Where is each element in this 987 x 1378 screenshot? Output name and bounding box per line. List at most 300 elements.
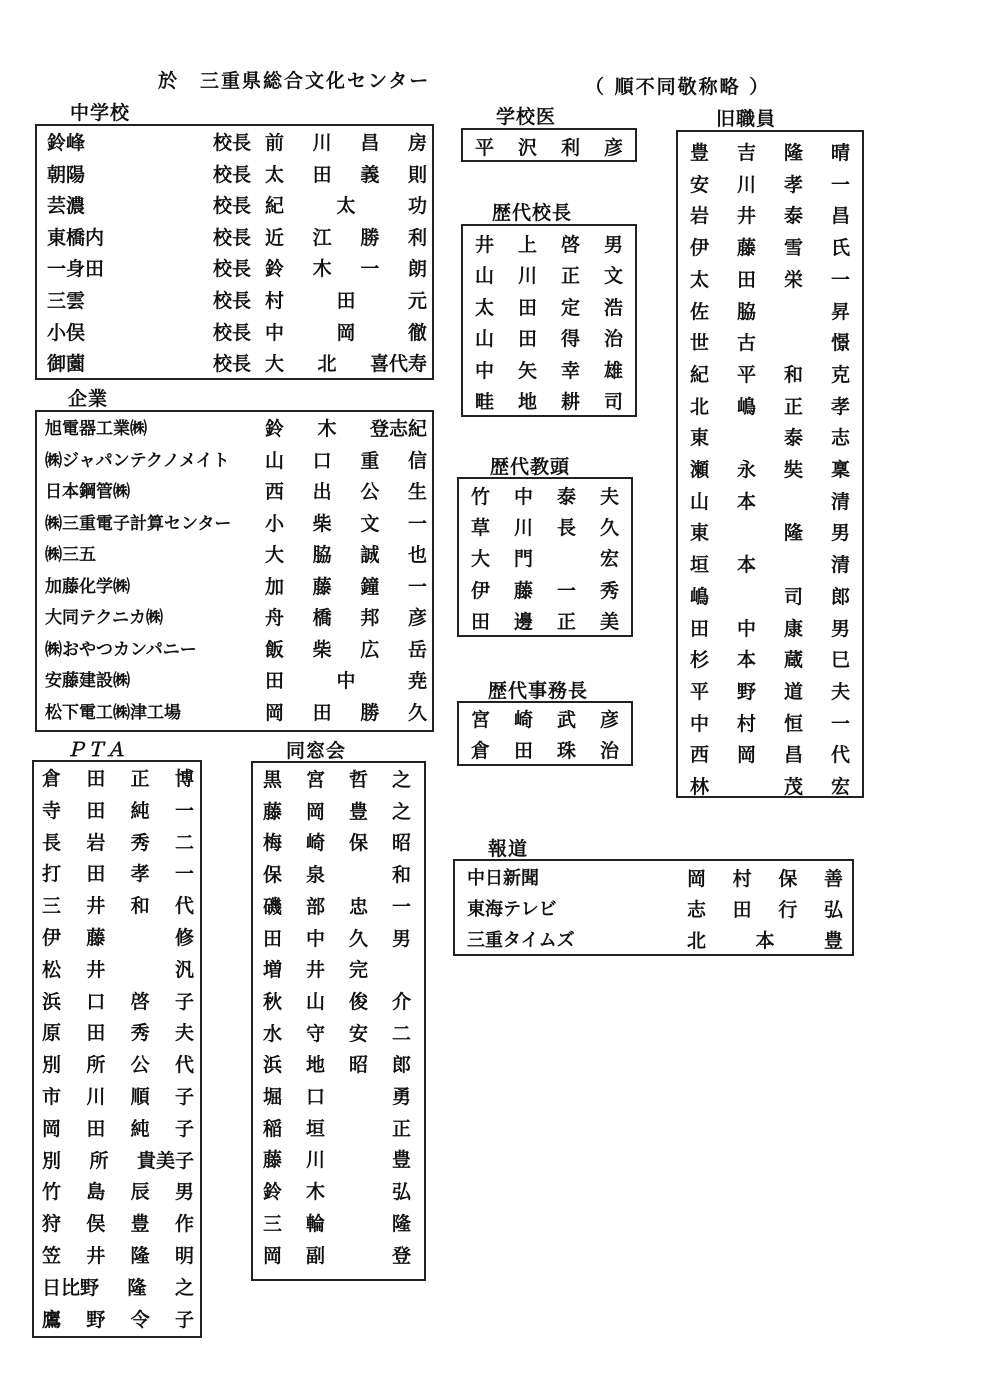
pta-name	[42, 1082, 194, 1109]
name-char: 副	[305, 1244, 325, 1267]
name-char: 田	[736, 268, 756, 291]
name-char: 秀	[599, 579, 619, 602]
name-char: 汎	[174, 958, 194, 981]
pta-name	[42, 1114, 194, 1141]
name-char: 宮	[305, 769, 325, 791]
name-char: 和	[783, 363, 803, 386]
kigyo-table	[35, 410, 434, 732]
name-char: 久	[599, 517, 619, 540]
name-char: 三	[42, 895, 62, 918]
name-char: 鈴	[263, 1181, 283, 1204]
kyushokuin-name	[690, 328, 850, 355]
name-char: 俣	[86, 1213, 106, 1236]
kyushokuin-heading: 旧職員	[716, 108, 777, 130]
name-char: 一	[174, 863, 194, 886]
school-name: 朝陽	[47, 163, 86, 186]
name-char: 崎	[513, 709, 533, 731]
name-char: 修	[174, 927, 194, 949]
name-char: 岡	[263, 1244, 283, 1267]
name-char: 草	[471, 517, 491, 540]
name-char: 古	[736, 332, 756, 355]
name-char: 山	[475, 328, 495, 351]
dosokai-name	[263, 1082, 411, 1109]
role-label: 校長	[213, 195, 252, 218]
name-char	[784, 297, 803, 324]
kyushokuin-name	[690, 709, 850, 736]
kocho-name	[475, 387, 623, 414]
company-name: ㈱ジャパンテクノメイト	[45, 450, 230, 471]
principal-name: 近 江 勝 利	[265, 226, 427, 249]
principal-name: 紀 太 功	[265, 195, 427, 218]
name-char: 川	[513, 517, 533, 540]
pta-name	[42, 764, 194, 791]
name-char: 日比野	[42, 1276, 100, 1299]
dosokai-heading: 同窓会	[286, 740, 347, 762]
name-char: 一	[174, 799, 194, 822]
name-char: 佐	[690, 300, 710, 323]
name-char	[737, 423, 756, 450]
contact-name: 飯 柴 広 岳	[265, 638, 427, 661]
name-char: 子	[174, 990, 194, 1013]
name-char: 嶋	[736, 395, 756, 418]
kocho-name	[475, 261, 623, 288]
name-char: 田	[690, 617, 710, 640]
name-char: 上	[517, 234, 537, 256]
contact-name: 小 柴 文 一	[265, 512, 427, 535]
name-char	[737, 772, 756, 799]
role-label: 校長	[213, 163, 252, 186]
name-char: 夫	[599, 486, 619, 508]
name-char: 治	[599, 740, 619, 762]
name-char: 得	[560, 328, 580, 351]
pta-name	[42, 1209, 194, 1236]
dosokai-name	[263, 1177, 411, 1204]
name-char: 村	[736, 712, 756, 735]
name-char: 打	[42, 863, 62, 886]
role-label: 校長	[213, 226, 252, 249]
name-char	[557, 544, 576, 571]
name-char: 田	[517, 328, 537, 351]
name-char: 堀	[263, 1086, 283, 1108]
name-char: 憬	[830, 332, 850, 355]
name-char: 代	[174, 1054, 194, 1077]
name-char: 吉	[736, 142, 756, 164]
pta-name	[42, 1305, 194, 1332]
name-char: 男	[830, 522, 850, 545]
name-char: 部	[305, 895, 325, 918]
name-char: 隆	[783, 142, 803, 164]
name-char: 宏	[830, 776, 850, 798]
name-char: 文	[603, 265, 623, 288]
name-char: 増	[263, 959, 283, 982]
name-char	[737, 518, 756, 545]
name-char: 大	[471, 548, 491, 571]
kyushokuin-name	[690, 170, 850, 197]
name-char: 男	[830, 617, 850, 640]
press-company: 三重タイムズ	[467, 930, 575, 951]
rekidai-jimucho-heading: 歴代事務長	[488, 680, 589, 702]
press-name: 岡 村 保 善	[687, 868, 843, 890]
press-company: 東海テレビ	[467, 899, 557, 920]
name-char: 岩	[86, 831, 106, 854]
name-char: 正	[556, 610, 576, 633]
name-char: 珠	[556, 740, 576, 762]
name-char: 市	[42, 1086, 62, 1108]
name-char: 東	[690, 522, 710, 545]
name-char: 口	[305, 1086, 325, 1108]
name-char: 隆	[130, 1245, 150, 1267]
name-char: 邊	[513, 610, 533, 633]
name-char: 博	[174, 768, 194, 790]
name-char: 崎	[305, 832, 325, 855]
venue-text: 於 三重県総合文化センター	[158, 70, 431, 92]
kigyo-heading: 企業	[68, 388, 109, 410]
name-char: 地	[517, 391, 537, 413]
school-name: 芸濃	[47, 195, 86, 218]
name-char: 紀	[690, 363, 710, 386]
name-char: 明	[174, 1245, 194, 1267]
dosokai-name	[263, 1114, 411, 1141]
name-char: 藤	[736, 237, 756, 260]
name-char: 井	[475, 234, 495, 256]
pta-name	[42, 1146, 194, 1173]
pta-name	[42, 1177, 194, 1204]
name-char: 竹	[42, 1181, 62, 1204]
name-char: 二	[391, 1022, 411, 1045]
name-char: 西	[690, 744, 710, 767]
contact-name: 岡 田 勝 久	[265, 701, 427, 724]
name-char: 狩	[42, 1213, 62, 1236]
kyoto-name	[471, 607, 619, 634]
rekidai-kocho-heading: 歴代校長	[492, 202, 573, 224]
name-char: 中	[305, 927, 325, 950]
name-char: 巳	[830, 649, 850, 672]
name-char: 哲	[348, 769, 368, 791]
name-char: 武	[556, 709, 576, 731]
name-char: 郎	[830, 585, 850, 608]
press-name: 志 田 行 弘	[687, 899, 843, 921]
kyushokuin-name	[690, 772, 850, 799]
name-char: 世	[690, 332, 710, 355]
name-char: 子	[174, 1308, 194, 1331]
name-char: 子	[174, 1117, 194, 1140]
principal-name: 大 北 喜代寿	[265, 353, 427, 376]
name-char: 田	[517, 296, 537, 319]
name-char: 清	[830, 554, 850, 577]
company-name: ㈱おやつカンパニー	[45, 639, 197, 660]
name-char: 夫	[830, 680, 850, 703]
company-name: 安藤建設㈱	[45, 671, 130, 691]
kyoto-name	[471, 513, 619, 540]
name-char: 田	[86, 863, 106, 886]
name-char: 井	[86, 958, 106, 981]
role-label: 校長	[213, 353, 252, 376]
pta-name	[42, 828, 194, 855]
name-char: 竹	[471, 486, 491, 508]
kyushokuin-name	[690, 201, 850, 228]
name-char: 木	[305, 1181, 325, 1204]
name-char: 田	[471, 610, 491, 633]
kyushokuin-name	[690, 677, 850, 704]
name-char: 昇	[830, 300, 850, 323]
name-char: 代	[174, 895, 194, 918]
jimucho-name	[471, 705, 619, 732]
name-char: 所	[89, 1149, 109, 1172]
name-char: 豊	[690, 142, 710, 164]
name-char	[392, 955, 411, 982]
name-char: 幸	[560, 359, 580, 382]
name-char: 長	[42, 831, 62, 854]
name-char: 脇	[736, 300, 756, 323]
name-char: 耕	[560, 391, 580, 413]
name-char: 公	[130, 1054, 150, 1077]
name-char: 秀	[130, 831, 150, 854]
gakkoi-name	[475, 133, 623, 160]
school-name: 一身田	[47, 258, 105, 281]
principal-name: 村 田 元	[265, 290, 427, 312]
name-char: 正	[130, 768, 150, 790]
name-char: 昭	[391, 832, 411, 855]
chugakko-heading: 中学校	[70, 102, 131, 124]
name-char: 一	[391, 895, 411, 918]
name-char: 門	[513, 548, 533, 571]
name-char: 秋	[263, 990, 283, 1013]
press-name: 北 本 豊	[687, 930, 843, 952]
name-char: 秀	[130, 1022, 150, 1045]
kyushokuin-name	[690, 138, 850, 165]
kyushokuin-name	[690, 392, 850, 419]
kyoto-name	[471, 482, 619, 509]
kocho-name	[475, 293, 623, 320]
name-char: 氏	[830, 237, 850, 260]
name-char: 勇	[391, 1086, 411, 1108]
name-char: 中	[475, 359, 495, 382]
name-char	[349, 1241, 368, 1268]
name-char: 泰	[783, 427, 803, 450]
name-char: 安	[348, 1022, 368, 1045]
company-name: ㈱三五	[45, 545, 96, 565]
name-char: 田	[263, 927, 283, 950]
name-char: 梅	[263, 832, 283, 855]
pta-heading: ＰＴＡ	[66, 739, 127, 761]
name-char: 男	[391, 927, 411, 950]
name-char: 岡	[736, 744, 756, 767]
name-char: 井	[86, 895, 106, 918]
school-name: 小俣	[47, 321, 86, 344]
name-char: 地	[305, 1054, 325, 1077]
dosokai-name	[263, 892, 411, 919]
name-char: 豊	[348, 800, 368, 823]
gakkoi-heading: 学校医	[496, 106, 557, 128]
company-name: ㈱三重電子計算センター	[45, 513, 232, 534]
name-char: 浩	[603, 296, 623, 319]
name-char: 畦	[475, 391, 495, 413]
pta-table	[32, 760, 202, 1338]
name-char: 倉	[471, 740, 491, 762]
name-char: 作	[174, 1213, 194, 1236]
name-char: 彦	[599, 709, 619, 731]
name-char: 中	[513, 486, 533, 508]
kyushokuin-name	[690, 645, 850, 672]
name-char	[349, 1209, 368, 1236]
name-char: 晴	[830, 142, 850, 164]
name-char: 磯	[263, 895, 283, 918]
rekidai-kyoto-heading: 歴代教頭	[490, 456, 571, 478]
name-char: 和	[391, 864, 411, 887]
company-name: 旭電器工業㈱	[45, 419, 147, 439]
name-char: 本	[736, 649, 756, 672]
principal-name: 中 岡 徹	[265, 321, 427, 344]
rekidai-kyoto-table	[457, 477, 633, 637]
note-text: （ 順不同敬称略 ）	[585, 76, 771, 98]
name-char	[349, 1114, 368, 1141]
name-char: 孝	[783, 173, 803, 196]
kocho-name	[475, 356, 623, 383]
school-name: 鈴峰	[47, 132, 86, 154]
name-char	[349, 1145, 368, 1172]
name-char: 藤	[263, 1149, 283, 1172]
pta-name	[42, 1050, 194, 1077]
kocho-name	[475, 324, 623, 351]
name-char: 正	[560, 265, 580, 288]
dosokai-name	[263, 1145, 411, 1172]
name-char: 之	[391, 800, 411, 823]
dosokai-name	[263, 1019, 411, 1046]
name-char: 田	[513, 740, 533, 762]
kyushokuin-name	[690, 582, 850, 609]
name-char: 井	[86, 1245, 106, 1267]
name-char: 昌	[783, 744, 803, 767]
kyushokuin-name	[690, 455, 850, 482]
name-char: 永	[736, 459, 756, 481]
name-char: 平	[475, 137, 495, 159]
pta-name	[42, 859, 194, 886]
name-char: 所	[86, 1054, 106, 1077]
name-char: 泰	[783, 205, 803, 228]
name-char: 守	[305, 1022, 325, 1045]
pta-name	[42, 955, 194, 982]
name-char: 口	[86, 990, 106, 1013]
name-char	[784, 328, 803, 355]
pta-name	[42, 1018, 194, 1045]
name-char: 笠	[42, 1245, 62, 1267]
name-char: 令	[130, 1308, 150, 1331]
name-char: 俊	[348, 990, 368, 1013]
name-char: 輪	[305, 1212, 325, 1235]
dosokai-name	[263, 924, 411, 951]
kyoto-name	[471, 576, 619, 603]
rekidai-kocho-table	[461, 224, 637, 417]
name-char: 本	[736, 490, 756, 513]
name-char: 道	[783, 680, 803, 703]
name-char: 宮	[471, 709, 491, 731]
name-char: 貴美子	[136, 1149, 194, 1172]
school-name: 東橋内	[47, 226, 105, 249]
dosokai-name	[263, 797, 411, 824]
name-char: 田	[86, 799, 106, 822]
name-char: 一	[830, 268, 850, 291]
contact-name: 舟 橋 邦 彦	[265, 607, 427, 629]
pta-name	[42, 1273, 194, 1300]
name-char: 辰	[130, 1181, 150, 1204]
name-char: 川	[517, 265, 537, 288]
name-char: 沢	[517, 137, 537, 159]
name-char: 山	[690, 490, 710, 513]
kyoto-name	[471, 544, 619, 571]
company-name: 大同テクニカ㈱	[45, 608, 163, 628]
company-name: 加藤化学㈱	[45, 576, 130, 597]
dosokai-name	[263, 860, 411, 887]
name-char: 伊	[471, 579, 491, 602]
name-char: 泉	[305, 864, 325, 887]
principal-name: 太 田 義 則	[265, 163, 427, 186]
name-char: 順	[130, 1086, 150, 1108]
name-char: 北	[690, 395, 710, 418]
name-char: 川	[736, 173, 756, 196]
name-char: 男	[603, 234, 623, 256]
name-char: 保	[348, 832, 368, 855]
name-char	[784, 487, 803, 514]
name-char: 藤	[263, 800, 283, 823]
name-char: 田	[86, 1117, 106, 1140]
name-char: 郎	[391, 1054, 411, 1077]
name-char: 井	[305, 959, 325, 982]
name-char: 瀬	[690, 459, 710, 481]
dosokai-name	[263, 955, 411, 982]
name-char: 康	[783, 617, 803, 640]
name-char: 司	[783, 585, 803, 608]
name-char: 原	[42, 1022, 62, 1045]
name-char: 水	[263, 1022, 283, 1045]
name-char: 夫	[174, 1022, 194, 1045]
name-char: 隆	[391, 1212, 411, 1235]
name-char: 長	[556, 517, 576, 540]
press-company: 中日新聞	[467, 868, 539, 889]
name-char: 啓	[560, 234, 580, 256]
name-char: 泰	[556, 486, 576, 508]
name-char: 孝	[830, 395, 850, 418]
dosokai-name	[263, 987, 411, 1014]
name-char: 登	[391, 1244, 411, 1267]
name-char: 垣	[690, 554, 710, 577]
name-char: 志	[830, 427, 850, 450]
name-char: 嶋	[690, 585, 710, 608]
name-char: 太	[475, 296, 495, 319]
name-char: 岩	[690, 205, 710, 228]
name-char: 浜	[263, 1054, 283, 1077]
name-char: 山	[475, 265, 495, 288]
kyushokuin-name	[690, 487, 850, 514]
name-char: 伊	[690, 237, 710, 260]
name-char	[131, 955, 150, 982]
name-char: 豊	[391, 1149, 411, 1172]
name-char: 男	[174, 1181, 194, 1204]
name-char: 隆	[783, 522, 803, 545]
kyushokuin-name	[690, 233, 850, 260]
name-char: 子	[174, 1086, 194, 1108]
contact-name: 田 中 尭	[265, 670, 427, 692]
name-char: 太	[690, 268, 710, 291]
name-char	[131, 923, 150, 950]
name-char: 一	[556, 579, 576, 602]
pta-name	[42, 891, 194, 918]
name-char: 稲	[263, 1117, 283, 1140]
name-char: 杉	[690, 649, 710, 672]
name-char: 藤	[513, 579, 533, 602]
name-char	[737, 582, 756, 609]
chugakko-table	[35, 124, 434, 380]
name-char: 奘	[783, 459, 803, 481]
